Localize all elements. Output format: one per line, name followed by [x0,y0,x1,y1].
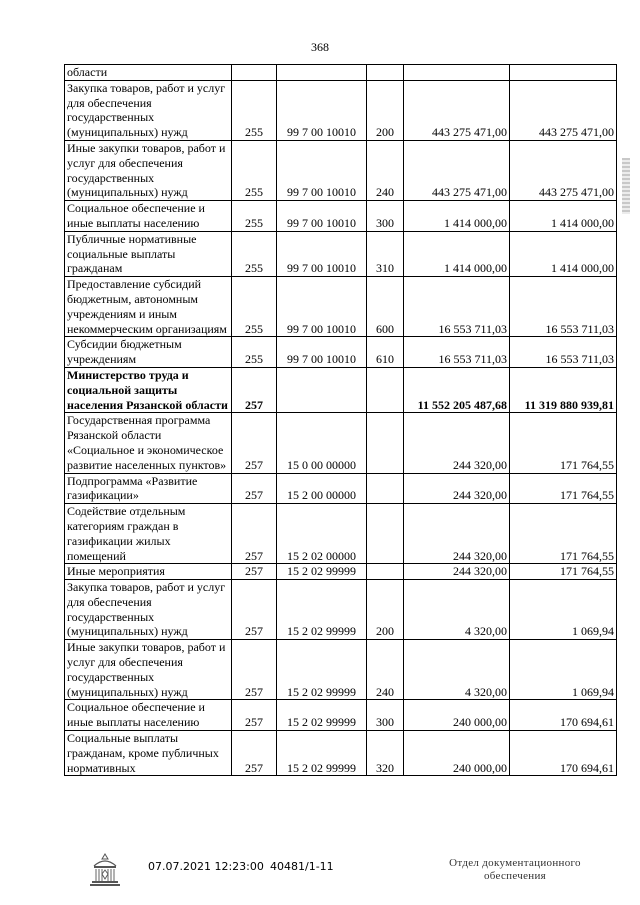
cell-vr [367,564,404,580]
cell-code: 255 [232,277,277,337]
cell-sum1: 16 553 711,03 [404,337,510,368]
cell-vr: 320 [367,731,404,776]
cell-sum1: 244 320,00 [404,473,510,504]
cell-sum2: 171 764,55 [510,504,617,564]
cell-sum1: 4 320,00 [404,640,510,700]
cell-name: Социальное обеспечение и иные выплаты населению [65,201,232,232]
cell-vr: 610 [367,337,404,368]
cell-name: Иные мероприятия [65,564,232,580]
cell-sum1: 443 275 471,00 [404,140,510,200]
budget-table [64,64,617,776]
cell-csr: 15 2 02 00000 [277,504,367,564]
margin-stamp-mark [622,158,630,214]
cell-code [232,65,277,81]
cell-sum1 [404,65,510,81]
cell-sum2: 171 764,55 [510,564,617,580]
cell-vr: 600 [367,277,404,337]
footer-datetime: 07.07.2021 12:23:00 [148,860,264,873]
cell-sum1: 240 000,00 [404,731,510,776]
cell-sum2: 170 694,61 [510,700,617,731]
cell-vr [367,473,404,504]
cell-sum2: 1 414 000,00 [510,231,617,276]
cell-csr: 99 7 00 10010 [277,201,367,232]
cell-sum2: 443 275 471,00 [510,140,617,200]
table-row [65,65,617,81]
cell-csr: 15 2 02 99999 [277,564,367,580]
budget-table-body [65,65,617,776]
cell-sum1: 244 320,00 [404,413,510,473]
cell-name: Субсидии бюджетным учреждениям [65,337,232,368]
cell-name: Социальное обеспечение и иные выплаты населению [65,700,232,731]
table-row [65,231,617,276]
cell-csr: 99 7 00 10010 [277,231,367,276]
cell-sum2: 16 553 711,03 [510,277,617,337]
cell-name: Государственная программа Рязанской области «Социальное и экономическое развитие населенных пунктов» [65,413,232,473]
cell-name: Министерство труда и социальной защиты населения Рязанской области [65,367,232,412]
cell-csr: 99 7 00 10010 [277,80,367,140]
cell-csr: 99 7 00 10010 [277,140,367,200]
cell-csr: 99 7 00 10010 [277,277,367,337]
cell-name: Предоставление субсидий бюджетным, автономным учреждениям и иным некоммерческим организациям [65,277,232,337]
cell-code: 257 [232,731,277,776]
cell-code: 255 [232,80,277,140]
table-row [65,201,617,232]
cell-code: 257 [232,580,277,640]
cell-csr: 99 7 00 10010 [277,337,367,368]
table-row [65,140,617,200]
cell-name: Публичные нормативные социальные выплаты гражданам [65,231,232,276]
cell-sum2: 16 553 711,03 [510,337,617,368]
cell-sum1: 244 320,00 [404,504,510,564]
cell-name: Иные закупки товаров, работ и услуг для обеспечения государственных (муниципальных) нужд [65,140,232,200]
cell-name: Закупка товаров, работ и услуг для обеспечения государственных (муниципальных) нужд [65,80,232,140]
cell-sum2: 11 319 880 939,81 [510,367,617,412]
cell-sum2: 170 694,61 [510,731,617,776]
cell-code: 255 [232,140,277,200]
cell-vr: 300 [367,201,404,232]
table-row [65,367,617,412]
cell-sum2: 1 069,94 [510,640,617,700]
cell-sum1: 16 553 711,03 [404,277,510,337]
table-row [65,564,617,580]
footer-doc-id: 40481/1-11 [270,860,334,873]
cell-vr: 300 [367,700,404,731]
cell-code: 257 [232,640,277,700]
cell-csr: 15 2 00 00000 [277,473,367,504]
cell-code: 257 [232,700,277,731]
table-row [65,80,617,140]
cell-vr: 240 [367,140,404,200]
page-number: 368 [311,40,329,54]
table-row [65,337,617,368]
table-row [65,700,617,731]
cell-vr [367,413,404,473]
cell-sum1: 240 000,00 [404,700,510,731]
emblem-logo-icon [88,852,122,888]
cell-csr [277,367,367,412]
table-row [65,504,617,564]
cell-code: 257 [232,473,277,504]
cell-sum2 [510,65,617,81]
cell-vr: 200 [367,80,404,140]
cell-code: 257 [232,413,277,473]
cell-csr: 15 2 02 99999 [277,700,367,731]
cell-csr: 15 2 02 99999 [277,580,367,640]
cell-vr [367,367,404,412]
cell-name: Социальные выплаты гражданам, кроме публичных нормативных [65,731,232,776]
cell-vr: 200 [367,580,404,640]
cell-sum2: 171 764,55 [510,473,617,504]
cell-sum1: 443 275 471,00 [404,80,510,140]
cell-sum1: 11 552 205 487,68 [404,367,510,412]
cell-sum2: 1 414 000,00 [510,201,617,232]
cell-code: 257 [232,504,277,564]
cell-sum2: 443 275 471,00 [510,80,617,140]
cell-code: 255 [232,201,277,232]
table-row [65,731,617,776]
cell-sum2: 1 069,94 [510,580,617,640]
cell-name: Закупка товаров, работ и услуг для обеспечения государственных (муниципальных) нужд [65,580,232,640]
cell-csr: 15 2 02 99999 [277,731,367,776]
cell-name: Иные закупки товаров, работ и услуг для обеспечения государственных (муниципальных) нужд [65,640,232,700]
cell-sum2: 171 764,55 [510,413,617,473]
cell-sum1: 1 414 000,00 [404,201,510,232]
cell-name: Подпрограмма «Развитие газификации» [65,473,232,504]
table-row [65,413,617,473]
cell-sum1: 244 320,00 [404,564,510,580]
cell-name: Содействие отдельным категориям граждан в газификации жилых помещений [65,504,232,564]
cell-sum1: 4 320,00 [404,580,510,640]
cell-csr: 15 2 02 99999 [277,640,367,700]
cell-vr: 310 [367,231,404,276]
cell-csr [277,65,367,81]
cell-vr: 240 [367,640,404,700]
cell-code: 257 [232,564,277,580]
cell-name: области [65,65,232,81]
footer-department: Отдел документационного обеспечения [449,857,581,882]
cell-vr [367,504,404,564]
cell-code: 255 [232,231,277,276]
table-row [65,473,617,504]
cell-code: 255 [232,337,277,368]
cell-csr: 15 0 00 00000 [277,413,367,473]
table-row [65,277,617,337]
cell-sum1: 1 414 000,00 [404,231,510,276]
cell-vr [367,65,404,81]
cell-code: 257 [232,367,277,412]
table-row [65,580,617,640]
table-row [65,640,617,700]
footer [0,852,640,892]
